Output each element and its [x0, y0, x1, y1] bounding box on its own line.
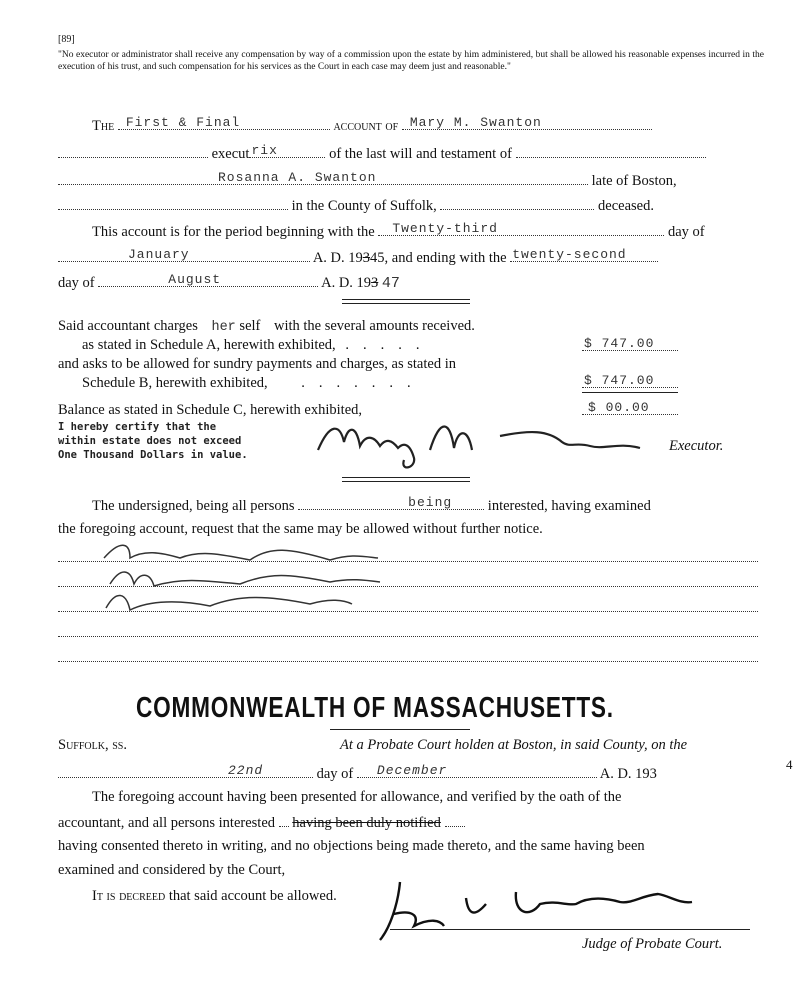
account-of-label: account of — [333, 118, 399, 134]
self-label: self — [239, 318, 261, 334]
county-line — [58, 196, 654, 215]
decedent-field — [58, 171, 588, 185]
consent-label: The undersigned, being all persons — [92, 498, 295, 514]
executor-label: Executor. — [669, 438, 724, 454]
account-type-field — [118, 116, 330, 130]
end-month-field — [98, 273, 318, 287]
end-month-value: August — [168, 272, 222, 287]
heading-underline — [330, 729, 470, 730]
decreed-text: that said account be allowed. — [168, 888, 337, 904]
interested-label: interested, having examined — [487, 498, 651, 514]
court-para-4: examined and considered by the Court, — [58, 862, 286, 878]
consent-line-2: the foregoing account, request that the same may be allowed without further notice. — [58, 521, 543, 537]
will-blank — [516, 144, 706, 158]
divider-mid-2 — [342, 481, 470, 482]
court-para-2-struck: having been duly notified — [292, 815, 441, 831]
begin-year: 45, and ending with the — [370, 250, 507, 266]
account-line — [92, 116, 652, 135]
amount-a-value: $ 747.00 — [584, 336, 655, 351]
divider-top-2 — [342, 303, 470, 304]
schedule-b-label: Schedule B, herewith exhibited, — [82, 375, 268, 391]
charges-line-3: and asks to be allowed for sundry payments and charges, as stated in — [58, 356, 456, 372]
signature-line-5 — [58, 661, 758, 662]
consent-line-1 — [92, 496, 651, 515]
period-line-1 — [92, 222, 705, 241]
begin-year-struck: 3 — [362, 250, 371, 266]
amount-c-value: $ 00.00 — [588, 400, 650, 415]
court-day-value: 22nd — [228, 763, 264, 778]
divider-top-1 — [342, 299, 470, 300]
amount-b-value: $ 747.00 — [584, 373, 655, 388]
signature-line-4 — [58, 636, 758, 637]
ad-label-1: A. D. 19 — [312, 250, 363, 266]
certification-stamp: I hereby certify that the within estate does not exceed One Thousand Dollars in value. — [58, 421, 248, 461]
schedule-a-label: as stated in Schedule A, herewith exhibited, — [82, 337, 336, 353]
period-line-2 — [58, 248, 658, 267]
schedule-a-dots: ..... — [345, 337, 434, 353]
late-of-label: late of Boston, — [591, 173, 677, 189]
being-value: being — [408, 495, 453, 510]
begin-month-value: January — [128, 247, 190, 262]
court-day-of-label: day of — [316, 766, 354, 782]
account-type-value: First & Final — [125, 115, 241, 130]
decree-line — [92, 888, 337, 905]
margin-mark: 4 — [786, 757, 793, 772]
court-month-field — [357, 764, 597, 778]
ad-label-2: A. D. 19 — [321, 275, 372, 291]
period-begin-label: This account is for the period beginning with the — [92, 224, 375, 240]
execut-prefix: execut — [211, 146, 250, 162]
period-line-3 — [58, 273, 400, 292]
schedule-b-dots: ....... — [301, 375, 425, 391]
begin-day-field — [378, 222, 664, 236]
consent-signatures — [90, 538, 430, 618]
executrix-line — [58, 144, 706, 163]
decedent-line — [58, 171, 677, 190]
executor-signature — [300, 412, 660, 474]
amount-b-rule — [582, 392, 678, 393]
decedent-value: Rosanna A. Swanton — [218, 170, 377, 185]
end-year-struck: 3 — [371, 275, 379, 291]
deceased-label: deceased. — [598, 198, 654, 214]
amount-a-field — [582, 337, 678, 356]
county-blank — [58, 196, 288, 210]
divider-mid-1 — [342, 477, 470, 478]
charges-label: Said accountant charges — [58, 318, 198, 334]
suffolk-label: Suffolk, ss. — [58, 737, 127, 753]
begin-month-field — [58, 248, 310, 262]
day-of-label-2: day of — [58, 275, 95, 291]
court-para-3: having consented thereto in writing, and no objections being made thereto, and the same having been — [58, 838, 645, 854]
charges-line-1 — [58, 318, 475, 335]
execut-suffix-field — [249, 144, 325, 158]
court-para-2 — [58, 813, 465, 832]
schedule-a-line — [82, 337, 433, 354]
pronoun-value: her — [211, 320, 236, 335]
accountant-field — [402, 116, 652, 130]
of-will-label: of the last will and testament of — [329, 146, 512, 162]
amounts-received-label: with the several amounts received. — [273, 318, 475, 334]
county-blank-2 — [440, 196, 594, 210]
end-day-value: twenty-second — [512, 247, 627, 262]
the-label: The — [92, 118, 115, 134]
execut-suffix-value: rix — [251, 143, 278, 158]
commonwealth-heading: COMMONWEALTH OF MASSACHUSETTS. — [136, 692, 614, 724]
court-day-field — [58, 764, 313, 778]
executrix-blank — [58, 144, 208, 158]
judge-label: Judge of Probate Court. — [582, 936, 723, 952]
court-date-line — [58, 764, 657, 783]
end-year: 47 — [381, 275, 400, 292]
decreed-label: It is decreed — [92, 888, 166, 904]
begin-day-value: Twenty-third — [392, 221, 498, 236]
schedule-c-label: Balance as stated in Schedule C, herewith exhibited, — [58, 402, 363, 418]
county-label: in the County of Suffolk, — [291, 198, 437, 214]
being-field — [298, 496, 484, 510]
court-para-1: The foregoing account having been presented for allowance, and verified by the oath of the — [92, 789, 622, 805]
holden-label: At a Probate Court holden at Boston, in said County, on the — [340, 737, 688, 753]
court-para-2-text: accountant, and all persons interested — [58, 815, 276, 831]
page-number: [89] — [58, 34, 75, 45]
schedule-b-line — [82, 375, 425, 392]
day-of-label: day of — [667, 224, 705, 240]
court-ad-label: A. D. 193 — [599, 766, 657, 782]
end-day-field — [510, 248, 658, 262]
compensation-note: "No executor or administrator shall receive any compensation by way of a commission upon the estate by him administered, but shall be allowed his reasonable expenses incurred in the execution of his trust, and such compensation for his services as the Court in each case may deem just and reasonable." — [58, 50, 764, 72]
amount-b-field — [582, 374, 678, 393]
court-month-value: December — [376, 763, 448, 778]
accountant-value: Mary M. Swanton — [409, 115, 542, 130]
